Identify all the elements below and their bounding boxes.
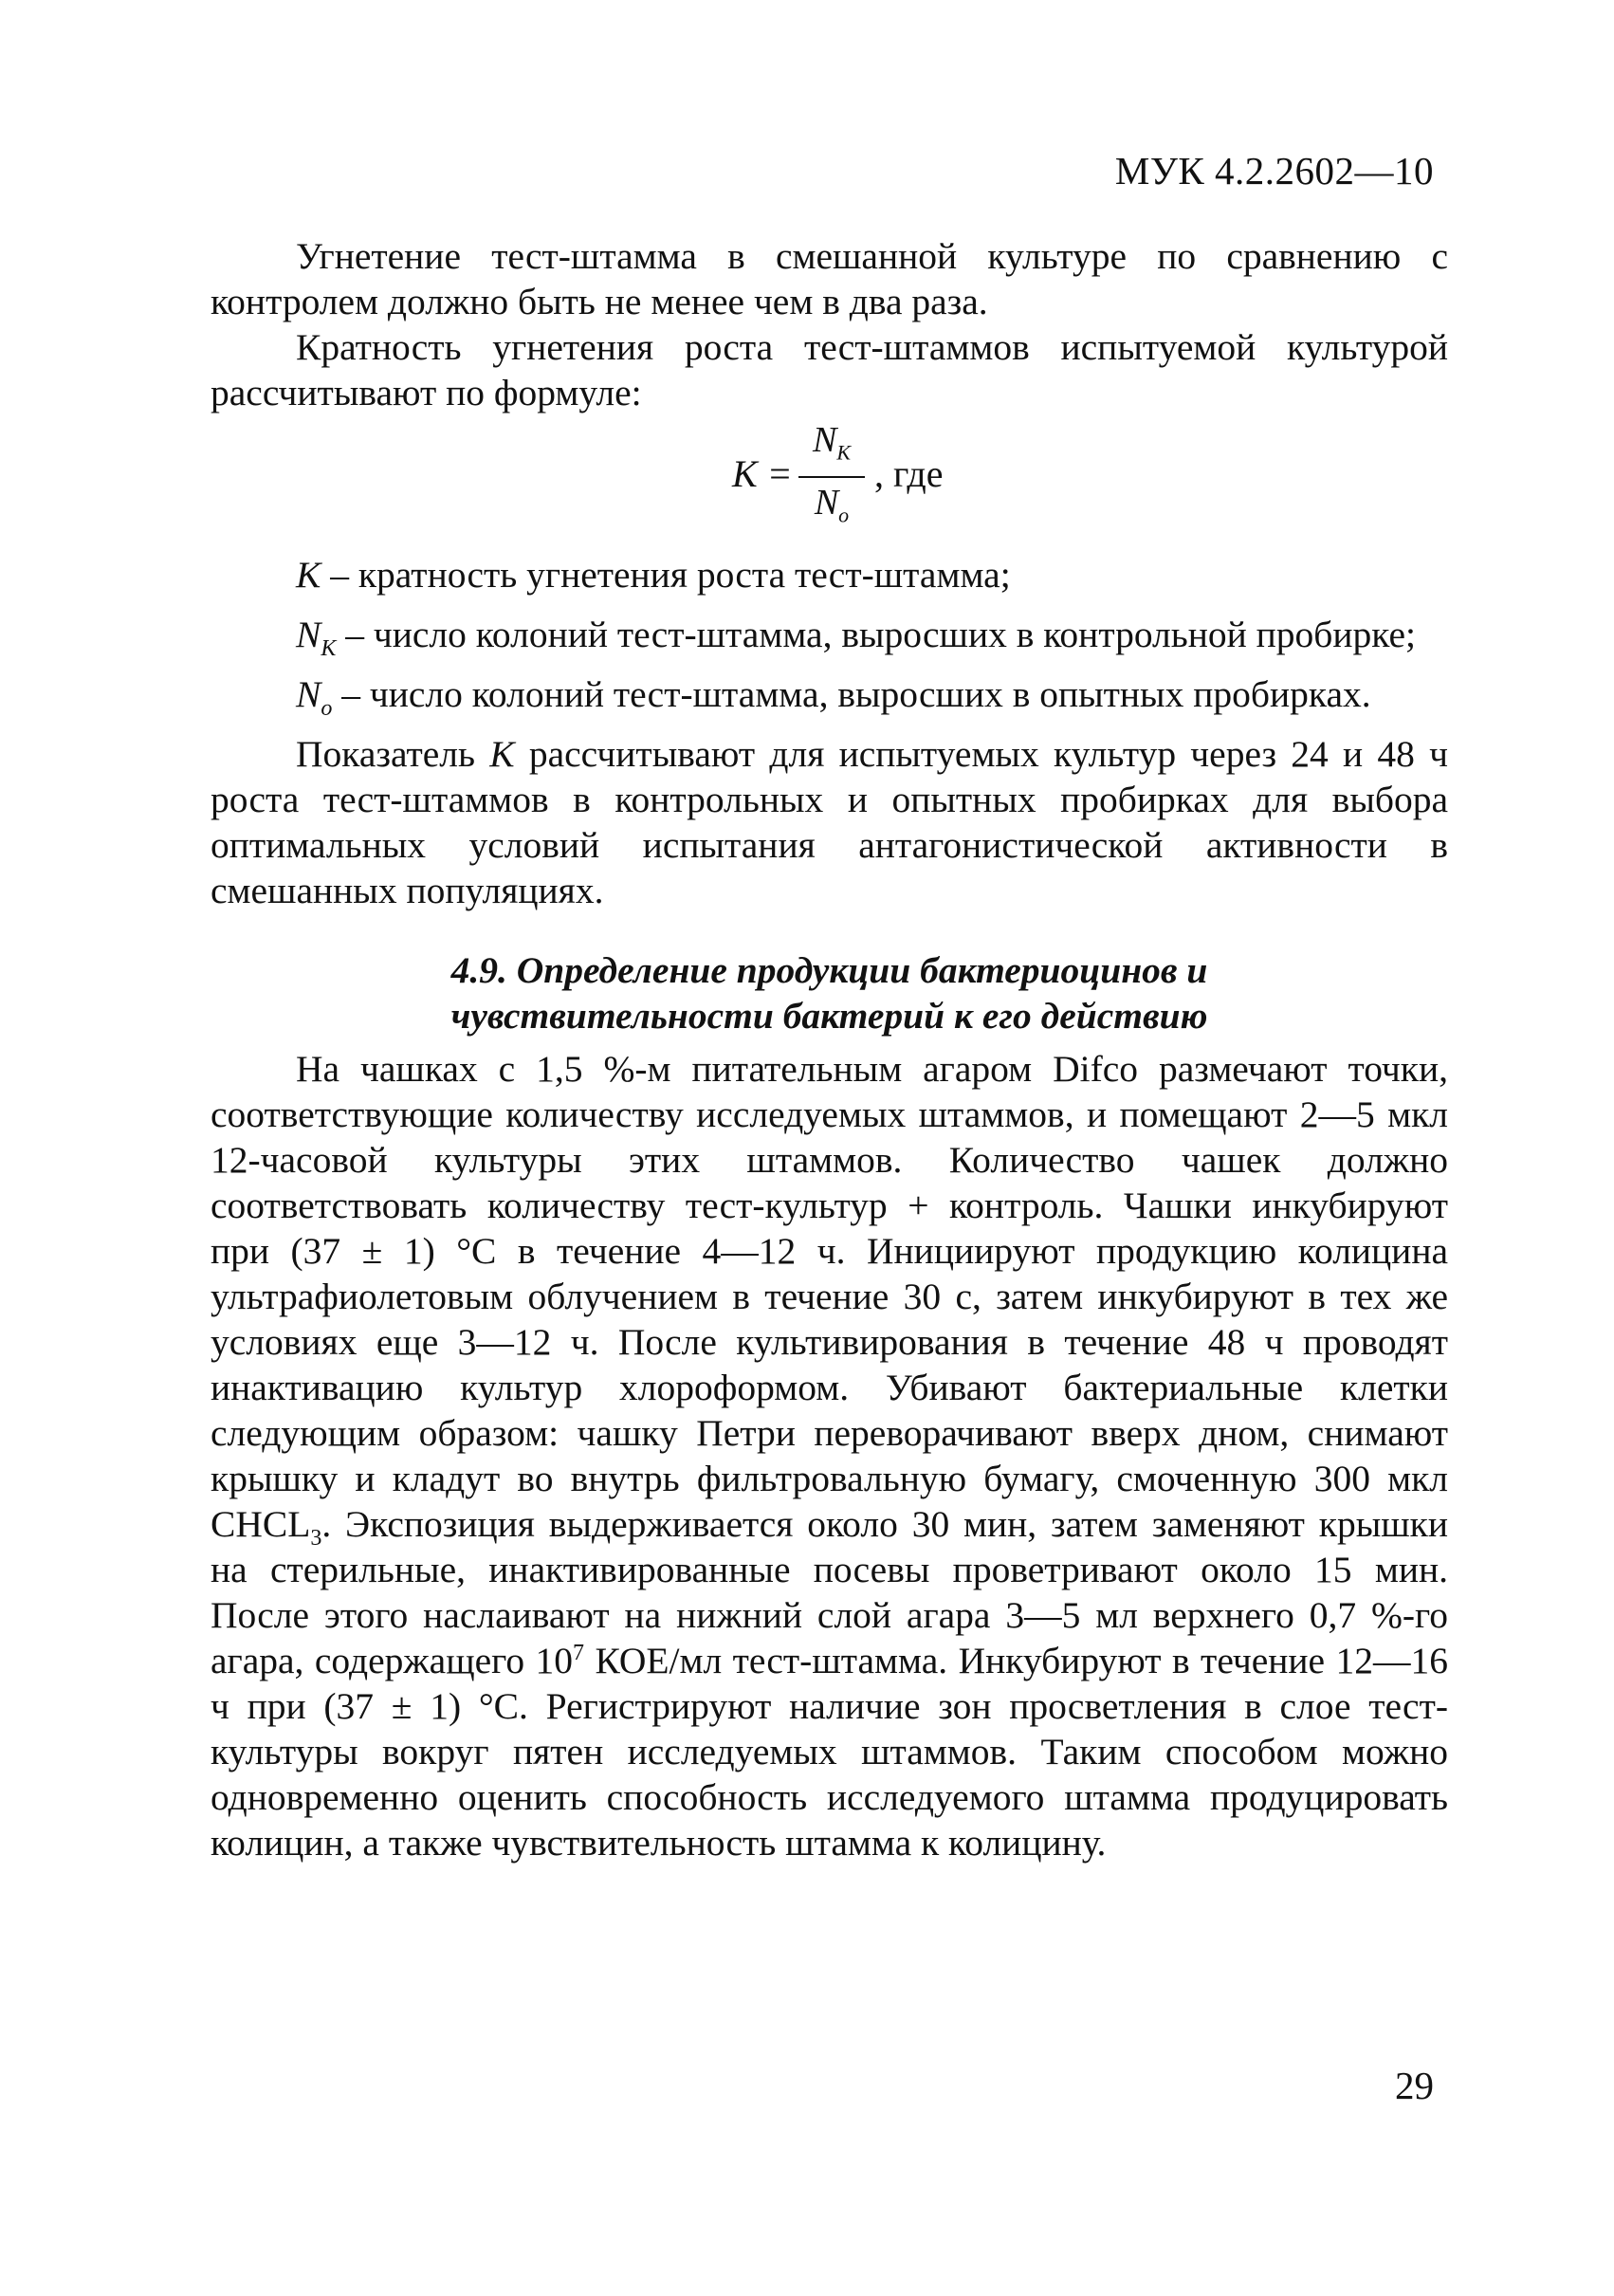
definition-item: K – кратность угнетения роста тест-штамма;: [296, 554, 1011, 596]
definition-item: $N_o$ – число колоний тест-штамма, выросших в опытных пробирках.: [296, 672, 1371, 721]
paragraph-bacteriocin-method: На чашках с 1,5 %-м питательным агаром Difco размечают точки, соответствующие количеству исследуемых штаммов, и помещают 2—5 мкл 12-часовой культуры этих штаммов. Количество чашек должно соответствовать количеству тест-культур + контроль. Чашки инкубируют при (37 ± 1) °С в течение 4—12 ч. Инициируют продукцию колицина ультрафиолетовым облучением в течение 30 с, затем инкубируют в тех же условиях еще 3—12 ч. После культивирования в течение 48 ч проводят инактивацию культур хлороформом. Убивают бактериальные клетки следующим образом: чашку Петри переворачивают вверх дном, снимают крышку и кладут во внутрь фильтровальную бумагу, смоченную 300 мкл $CHCL_3$. Экспозиция выдерживается около 30 мин, затем заменяют крышки на стерильные, инактивированные посевы проветривают около 15 мин. После этого наслаивают на нижний слой агара 3—5 мл верхнего 0,7 %-го агара, содержащего $10^7$ КОЕ/мл тест-штамма. Инкубируют в течение 12—16 ч при (37 ± 1) °С. Регистрируют наличие зон просветления в слое тест-культуры вокруг пятен исследуемых штаммов. Таким способом можно одновременно оценить способность исследуемого штамма продуцировать колицин, а также чувствительность штамма к колицину.: [211, 1047, 1449, 1864]
page-content: [211, 233, 1448, 1865]
paragraph-inhibition-requirement: Угнетение тест-штамма в смешанной культуре по сравнению с контролем должно быть не менее чем в два раза.: [211, 235, 1448, 322]
paragraph-formula-intro: Кратность угнетения роста тест-штаммов испытуемой культурой рассчитывают по формуле:: [211, 326, 1448, 413]
formula-denominator: $N_o$: [814, 482, 850, 527]
paragraph-k-indicator: Показатель K рассчитывают для испытуемых культур через 24 и 48 ч роста тест-штаммов в контрольных и опытных пробирках для выбора оптимальных условий испытания антагонистической активности в смешанных популяциях.: [211, 732, 1448, 911]
formula-where: , где: [874, 452, 944, 495]
fraction-bar: [798, 476, 865, 478]
page-number: 29: [1395, 2064, 1434, 2107]
formula-lhs: K =: [732, 452, 793, 495]
formula-fraction: [798, 419, 865, 536]
document-code-header: МУК 4.2.2602—10: [1114, 149, 1434, 193]
formula-definitions: [211, 552, 1448, 731]
formula-numerator: $N_K$: [812, 420, 852, 465]
ratio-formula: [211, 419, 1448, 535]
section-heading-4-9: [211, 947, 1448, 1038]
section-heading-line: 4.9. Определение продукции бактериоцинов и: [450, 948, 1208, 991]
definition-item: $N_K$ – число колоний тест-штамма, выросших в контрольной пробирке;: [296, 613, 1417, 661]
section-heading-line: чувствительности бактерий к его действию: [450, 994, 1208, 1037]
